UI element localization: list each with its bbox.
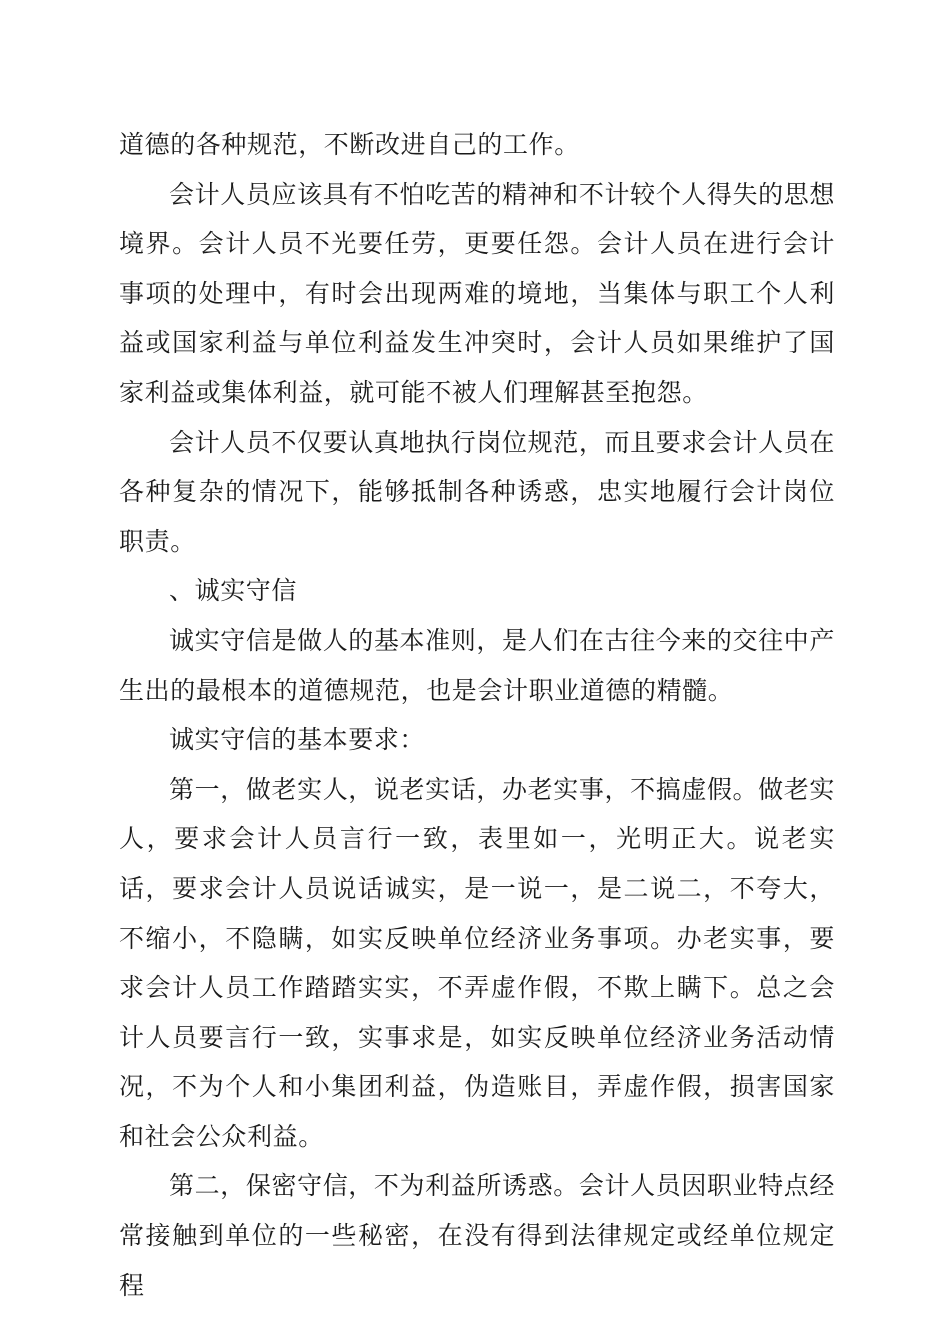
paragraph-post-duties: 会计人员不仅要认真地执行岗位规范，而且要求会计人员在各种复杂的情况下，能够抵制各种诱惑，忠实地履行会计岗位职责。 xyxy=(119,427,835,556)
document-body xyxy=(119,120,835,1310)
section-heading-honesty: 、诚实守信 xyxy=(169,576,298,606)
paragraph-accountant-spirit: 会计人员应该具有不怕吃苦的精神和不计较个人得失的思想境界。会计人员不光要任劳，更要任怨。会计人员在进行会计事项的处理中，有时会出现两难的境地，当集体与职工个人利益或国家利益与单位利益发生冲突时，会计人员如果维护了国家利益或集体利益，就可能不被人们理解甚至抱怨。 xyxy=(119,179,835,407)
paragraph-continuation: 道德的各种规范，不断改进自己的工作。 xyxy=(119,130,580,159)
paragraph-requirement-one: 第一，做老实人，说老实话，办老实事，不搞虚假。做老实人，要求会计人员言行一致，表里如一，光明正大。说老实话，要求会计人员说话诚实，是一说一，是二说二，不夸大，不缩小，不隐瞒，如实反映单位经济业务事项。办老实事，要求会计人员工作踏踏实实，不弄虚作假，不欺上瞒下。总之会计人员要言行一致，实事求是，如实反映单位经济业务活动情况，不为个人和小集团利益，伪造账目，弄虚作假，损害国家和社会公众利益。 xyxy=(119,774,835,1151)
paragraph-honesty-requirements: 诚实守信的基本要求： xyxy=(169,725,426,755)
paragraph-requirement-two: 第二，保密守信，不为利益所诱惑。会计人员因职业特点经常接触到单位的一些秘密，在没有得到法律规定或经单位规定程 xyxy=(119,1171,835,1300)
paragraph-honesty-definition: 诚实守信是做人的基本准则，是人们在古往今来的交往中产生出的最根本的道德规范，也是会计职业道德的精髓。 xyxy=(119,625,835,705)
